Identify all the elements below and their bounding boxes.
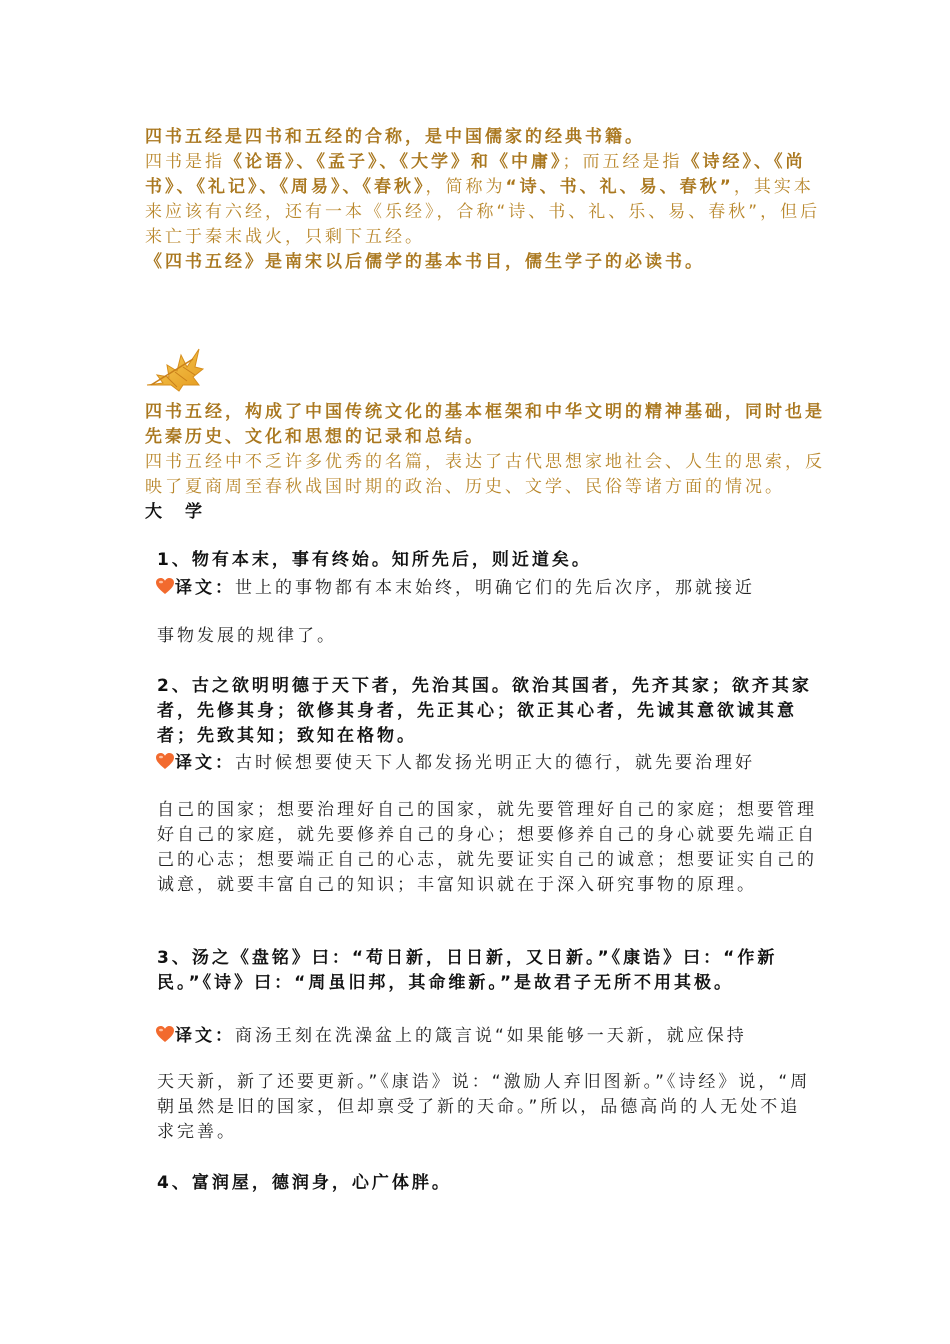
intro-text: ，其实本来应该有六经，还有一本《乐经》，合称“诗、书、礼、乐、易、春秋”，但后来亡于秦末战火，只剩下五经。 — [145, 177, 821, 247]
verse-4: 4、富润屋，德润身，心广体胖。 — [157, 1173, 452, 1193]
translation-text: 商汤王刻在洗澡盆上的箴言说“如果能够一天新，就应保持 — [235, 1026, 747, 1046]
four-books-list: 《论语》、《孟子》、《大学》和《中庸》 — [225, 152, 563, 172]
verse-3: 3、汤之《盘铭》曰：“苟日新，日日新，又日新。”《康诰》曰：“作新民。”《诗》曰：“周虽旧邦，其命维新。”是故君子无所不用其极。 — [157, 948, 778, 993]
verse-1: 1、物有本末，事有终始。知所先后，则近道矣。 — [157, 550, 592, 570]
translation-1 — [155, 576, 815, 601]
short-name: “诗、书、礼、易、春秋” — [505, 177, 734, 197]
intro-text: ；而五经是指 — [562, 152, 683, 172]
maple-leaf-icon — [143, 345, 205, 393]
section-2 — [145, 400, 825, 525]
heart-icon — [155, 752, 175, 770]
five-classics-list: 《诗经》、《尚书》、《礼记》、《周易》、《春秋》 — [145, 152, 806, 197]
translation-label: 译文： — [175, 1026, 235, 1046]
heart-icon — [155, 1025, 175, 1043]
translation-label: 译文： — [175, 578, 235, 598]
book-title: 《四书五经》 — [145, 252, 265, 272]
heart-icon — [155, 577, 175, 595]
intro-text: ，简称为 — [425, 177, 506, 197]
translation-1-rest: 事物发展的规律了。 — [157, 626, 337, 646]
heading-daxue: 大 学 — [145, 502, 205, 522]
verse-2: 2、古之欲明明德于天下者，先治其国。欲治其国者，先齐其家；欲齐其家者，先修其身；欲修其身者，先正其心；欲正其心者，先诚其意欲诚其意者；先致其知；致知在格物。 — [157, 676, 812, 746]
translation-3-rest: 天天新，新了还要更新。”《康诰》说：“激励人弃旧图新。”《诗经》说，“周朝虽然是旧的国家，但却禀受了新的天命。”所以，品德高尚的人无处不追求完善。 — [157, 1072, 811, 1142]
intro-text: 四书是指 — [145, 152, 225, 172]
intro-line-1: 四书五经是四书和五经的合称，是中国儒家的经典书籍。 — [145, 127, 645, 147]
section-2-bold: 四书五经，构成了中国传统文化的基本框架和中华文明的精神基础，同时也是先秦历史、文化和思想的记录和总结。 — [145, 402, 825, 447]
intro-line-3: 是南宋以后儒学的基本书目，儒生学子的必读书。 — [265, 252, 705, 272]
translation-label: 译文： — [175, 753, 235, 773]
translation-text: 古时候想要使天下人都发扬光明正大的德行，就先要治理好 — [235, 753, 755, 773]
translation-3 — [155, 1024, 815, 1049]
translation-2 — [155, 751, 815, 776]
translation-2-rest: 自己的国家；想要治理好自己的国家，就先要管理好自己的家庭；想要管理好自己的家庭，就先要修养自己的身心；想要修养自己的身心就要先端正自己的心志；想要端正自己的心志，就先要证实自己的诚意；想要证实自己的诚意，就要丰富自己的知识；丰富知识就在于深入研究事物的原理。 — [157, 800, 817, 895]
intro-paragraph — [145, 125, 825, 275]
section-2-body: 四书五经中不乏许多优秀的名篇，表达了古代思想家地社会、人生的思索，反映了夏商周至春秋战国时期的政治、历史、文学、民俗等诸方面的情况。 — [145, 452, 825, 497]
translation-text: 世上的事物都有本末始终，明确它们的先后次序，那就接近 — [235, 578, 755, 598]
